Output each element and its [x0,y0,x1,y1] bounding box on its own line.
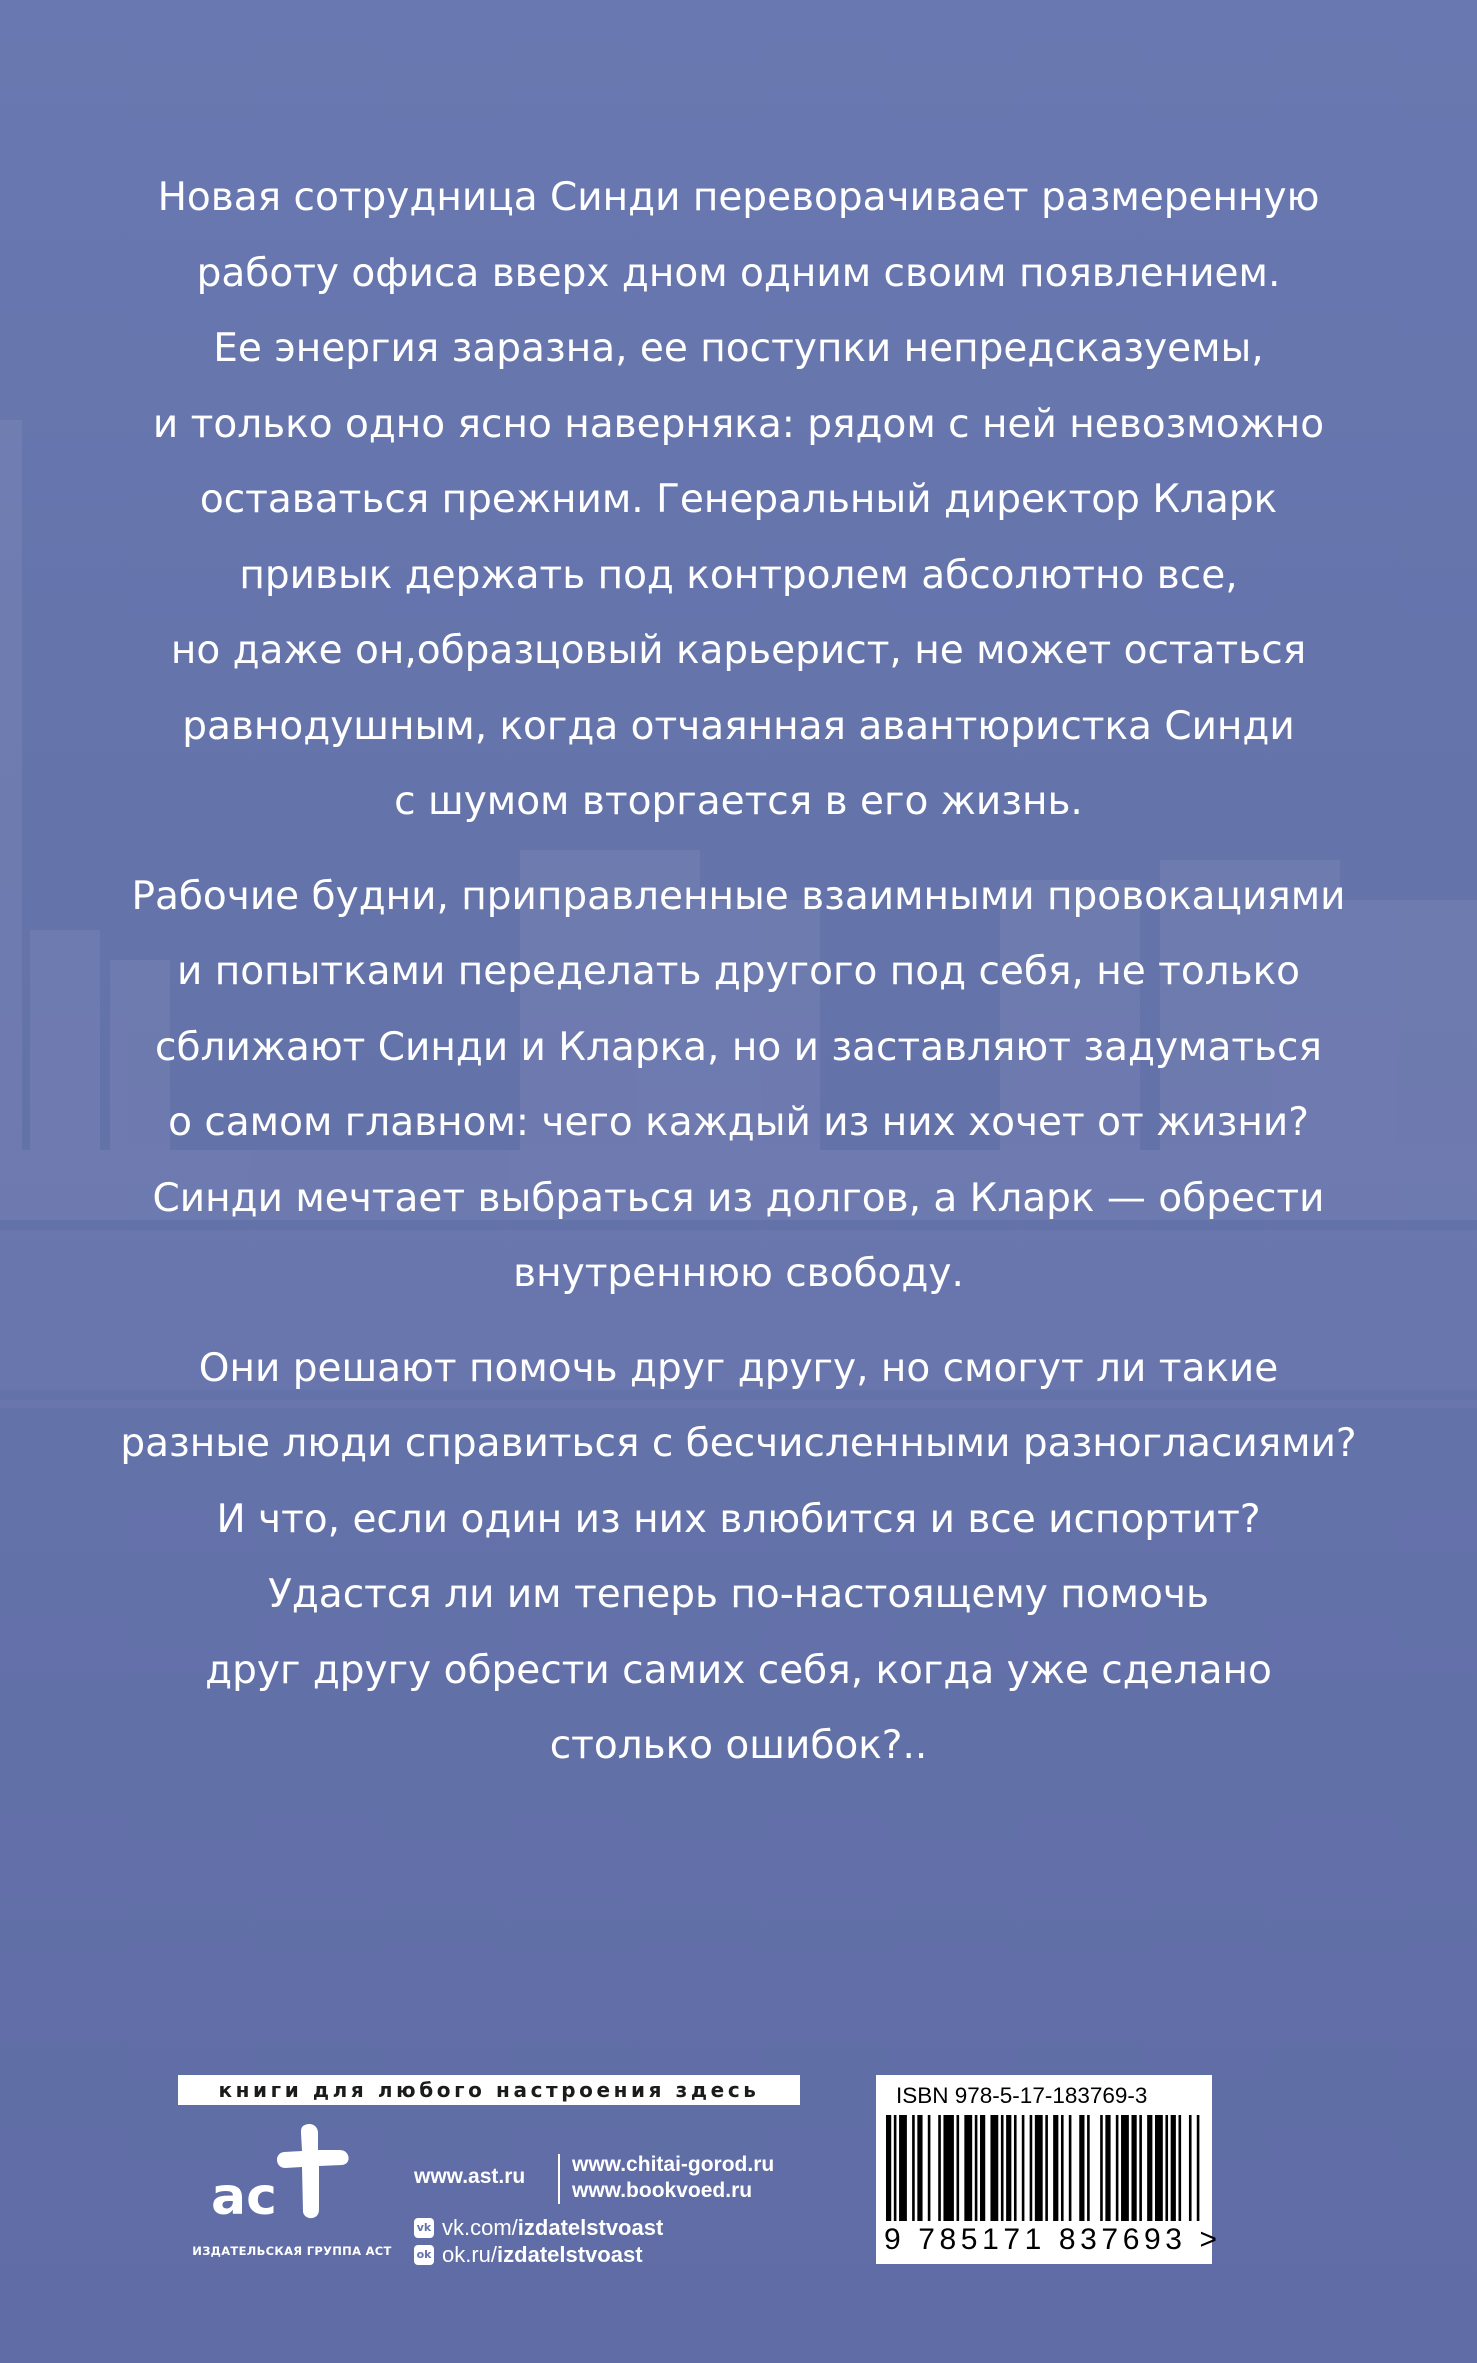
vk-icon: vk [414,2218,434,2238]
barcode-bar [1014,2115,1017,2221]
description-line: друг другу обрести самих себя, когда уже сделано [205,1647,1272,1693]
barcode-bar [912,2115,915,2221]
bookvoed-link[interactable]: www.bookvoed.ru [572,2179,753,2202]
barcode-bar [894,2115,897,2221]
description-line: Рабочие будни, приправленные взаимными провокациями [131,873,1346,919]
barcode-bar [1165,2115,1168,2221]
description-line: И что, если один из них влюбится и все испортит? [216,1496,1261,1542]
barcode-bar [1006,2115,1011,2221]
barcode-bar [1053,2115,1058,2221]
description-line: и попытками переделать другого под себя, не только [176,949,1301,994]
ast-site-link[interactable]: www.ast.ru [414,2165,526,2188]
barcode-bar [1121,2115,1129,2221]
description-line: оставаться прежним. Генеральный директор Кларк [199,477,1278,522]
description-line: Новая сотрудница Синди переворачивает размеренную [157,175,1320,220]
barcode-bar [975,2115,978,2221]
barcode-bar [1087,2115,1090,2221]
publisher-name: ИЗДАТЕЛЬСКАЯ ГРУППА АСТ [192,2244,392,2258]
description-line: и только одно ясно наверняка: рядом с ней невозможно [152,401,1325,447]
divider [558,2154,560,2204]
barcode-bar [938,2115,941,2221]
ast-logo [205,2120,365,2228]
description-line: столько ошибок?.. [549,1723,928,1768]
barcode-bar [1035,2115,1043,2221]
barcode-bar [964,2115,972,2221]
slogan-banner: книги для любого настроения здесь [178,2075,800,2105]
description-line: но даже он,образцовый карьерист, не может остаться [170,628,1307,673]
description-line: Ее энергия заразна, ее поступки непредсказуемы, [213,326,1264,371]
description-line: равнодушным, когда отчаянная авантюристка Синди [182,703,1295,749]
barcode-bar [943,2115,953,2221]
description-line: работу офиса вверх дном одним своим появлением. [196,250,1281,296]
description-line: Синди мечтает выбраться из долгов, а Кларк — обрести [152,1175,1325,1221]
barcode-bar [1116,2115,1119,2221]
description-line: о самом главном: чего каждый из них хочет от жизни? [168,1100,1309,1145]
barcode-bar [1139,2115,1142,2221]
barcode-bar [1030,2115,1033,2221]
barcode-bar [1001,2115,1004,2221]
barcode-bar [886,2115,891,2221]
barcode-bar [1069,2115,1072,2221]
barcode-bar [1147,2115,1152,2221]
ok-handle: izdatelstvoast [497,2242,643,2267]
description-line: Они решают помочь друг другу, но смогут ли такие [198,1345,1279,1391]
description-paragraph [60,1331,1417,1784]
barcode-bar [1045,2115,1048,2221]
barcode-bar [990,2115,998,2221]
barcode-bar [928,2115,931,2221]
barcode-bar [1131,2115,1136,2221]
barcode-bar [1197,2115,1200,2221]
description-line: внутреннюю свободу. [513,1251,964,1296]
barcode-bar [957,2115,960,2221]
barcode-bar [899,2115,907,2221]
barcode-bar [1179,2115,1182,2221]
description-line: сближают Синди и Кларка, но и заставляют задуматься [155,1024,1322,1070]
book-description [60,160,1417,1803]
barcode-bar [917,2115,922,2221]
vk-prefix: vk.com/ [442,2215,518,2240]
description-line: Удастся ли им теперь по-настоящему помочь [268,1572,1209,1617]
vk-link[interactable] [442,2215,663,2241]
description-line: с шумом вторгается в его жизнь. [394,779,1083,824]
barcode-bar [1079,2115,1084,2221]
barcode-bar [1022,2115,1025,2221]
description-paragraph [60,160,1417,840]
ok-prefix: ok.ru/ [442,2242,498,2267]
barcode-bar [1171,2115,1176,2221]
description-paragraph [60,859,1417,1312]
description-line: привык держать под контролем абсолютно все, [239,552,1238,598]
ok-icon: ok [414,2245,434,2265]
barcode-bar [1155,2115,1163,2221]
logo-lettering: ас [211,2167,277,2227]
vk-handle: izdatelstvoast [517,2215,664,2240]
ean-digits: 9 785171 837693 > [884,2223,1222,2256]
barcode-bar [1100,2115,1103,2221]
ok-link[interactable] [442,2242,643,2268]
barcode-bar [1189,2115,1192,2221]
chitai-gorod-link[interactable]: www.chitai-gorod.ru [572,2153,775,2176]
barcode-bar [980,2115,985,2221]
barcode-bar [1061,2115,1064,2221]
barcode-bar [1105,2115,1110,2221]
barcode-panel [876,2075,1222,2264]
isbn-number: ISBN 978-5-17-183769-3 [896,2083,1148,2108]
description-line: разные люди справиться с бесчисленными разногласиями? [120,1421,1357,1466]
